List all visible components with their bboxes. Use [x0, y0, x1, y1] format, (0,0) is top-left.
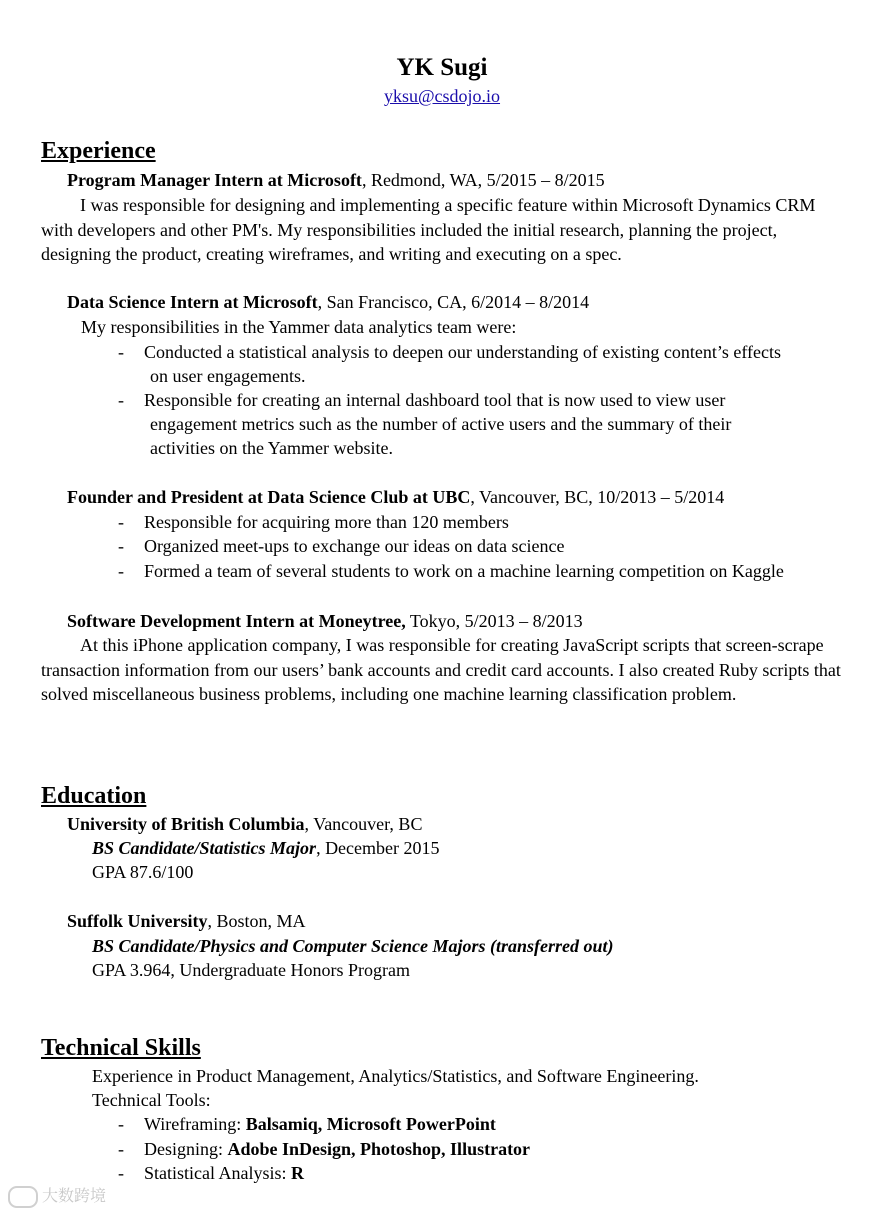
degree-name: BS Candidate/Statistics Major: [92, 838, 317, 858]
school-location: , Vancouver, BC: [304, 814, 423, 834]
job-title: Founder and President at Data Science Club at UBC: [67, 487, 471, 507]
resume-name: YK Sugi: [396, 54, 488, 81]
watermark-logo-icon: [8, 1186, 38, 1208]
bullet-text: Organized meet-ups to exchange our ideas on data science: [144, 536, 565, 556]
bullet-continuation: activities on the Yammer website.: [150, 438, 393, 458]
bullet-text: Formed a team of several students to work on a machine learning competition on Kaggle: [144, 561, 784, 581]
bullet-item: - Conducted a statistical analysis to deepen our understanding of existing content’s effects: [118, 342, 782, 362]
watermark-text: 大数跨境: [42, 1186, 107, 1205]
education-heading: Education: [41, 783, 147, 809]
bullet-text: Responsible for acquiring more than 120 members: [144, 512, 509, 532]
bullet-text: Responsible for creating an internal dashboard tool that is now used to view user: [144, 390, 726, 410]
bullet-item: - Formed a team of several students to work on a machine learning competition on Kaggle: [118, 561, 784, 581]
job-title: Software Development Intern at Moneytree,: [67, 611, 406, 631]
experience-heading: Experience: [41, 138, 156, 164]
bullet-continuation: on user engagements.: [150, 366, 306, 386]
school-line: [67, 812, 422, 837]
tool-values: Adobe InDesign, Photoshop, Illustrator: [227, 1139, 531, 1159]
bullet-continuation: engagement metrics such as the number of active users and the summary of their: [150, 414, 732, 434]
job-title: Program Manager Intern at Microsoft: [67, 170, 362, 190]
job-location-dates: , Vancouver, BC, 10/2013 – 5/2014: [470, 487, 725, 507]
watermark: [8, 1184, 106, 1209]
job-intro: My responsibilities in the Yammer data analytics team were:: [81, 317, 517, 337]
school-line: [67, 909, 306, 934]
email-link[interactable]: yksu@csdojo.io: [383, 86, 501, 106]
degree-name: BS Candidate/Physics and Computer Science Majors (transferred out): [92, 936, 614, 956]
job-title-line: [67, 290, 589, 315]
job-description: I was responsible for designing and implementing a specific feature within Microsoft Dynamics CRM with developers and other PM's. My responsibilities included the initial research, planning the project, designing the product, creating wireframes, and writing and executing on a spec.: [41, 195, 816, 264]
school-name: Suffolk University: [67, 911, 208, 931]
degree-line: [92, 836, 440, 861]
tools-label: Technical Tools:: [92, 1090, 211, 1110]
bullet-item: - Responsible for acquiring more than 120 members: [118, 512, 509, 532]
tool-values: R: [291, 1163, 304, 1183]
gpa: GPA 87.6/100: [92, 862, 194, 882]
bullet-item: - Organized meet-ups to exchange our ideas on data science: [118, 536, 565, 556]
tool-category: Statistical Analysis:: [144, 1163, 291, 1183]
gpa: GPA 3.964, Undergraduate Honors Program: [92, 960, 410, 980]
job-title-line: [67, 485, 724, 510]
bullet-item: - Responsible for creating an internal dashboard tool that is now used to view user: [118, 390, 726, 410]
tool-item: - Statistical Analysis: R: [118, 1163, 304, 1183]
job-location-dates: , San Francisco, CA, 6/2014 – 8/2014: [317, 292, 590, 312]
tool-category: Designing:: [144, 1139, 228, 1159]
school-location: , Boston, MA: [207, 911, 306, 931]
degree-line: [92, 934, 614, 959]
job-title-line: [67, 609, 583, 634]
tool-item: - Wireframing: Balsamiq, Microsoft PowerPoint: [118, 1114, 496, 1134]
job-description: At this iPhone application company, I was responsible for creating JavaScript scripts that screen-scrape transaction information from our users’ bank accounts and credit card accounts. I also created Ruby scripts that solved miscellaneous business problems, including one machine learning classification problem.: [41, 635, 841, 704]
job-location-dates: , Redmond, WA, 5/2015 – 8/2015: [361, 170, 605, 190]
job-title: Data Science Intern at Microsoft: [67, 292, 318, 312]
skills-summary: Experience in Product Management, Analytics/Statistics, and Software Engineering.: [92, 1066, 699, 1086]
bullet-text: Conducted a statistical analysis to deepen our understanding of existing content’s effects: [144, 342, 782, 362]
tool-category: Wireframing:: [144, 1114, 246, 1134]
tool-item: - Designing: Adobe InDesign, Photoshop, Illustrator: [118, 1139, 531, 1159]
job-location-dates: Tokyo, 5/2013 – 8/2013: [405, 611, 583, 631]
school-name: University of British Columbia: [67, 814, 305, 834]
skills-heading: Technical Skills: [41, 1035, 201, 1061]
tool-values: Balsamiq, Microsoft PowerPoint: [245, 1114, 496, 1134]
job-title-line: [67, 168, 605, 193]
degree-date: , December 2015: [316, 838, 440, 858]
